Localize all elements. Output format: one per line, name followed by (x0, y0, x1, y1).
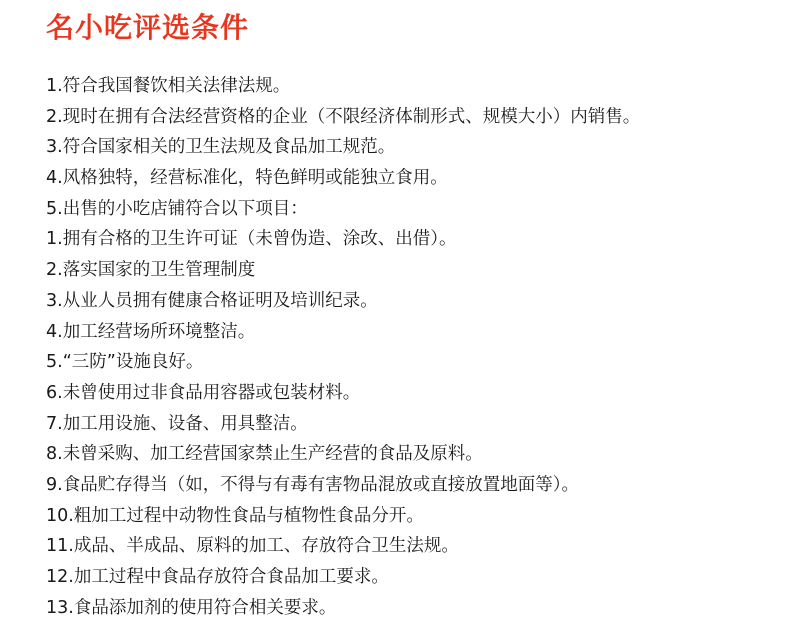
criteria-item: 10.粗加工过程中动物性食品与植物性食品分开。 (46, 505, 424, 526)
criteria-item: 3.从业人员拥有健康合格证明及培训纪录。 (46, 290, 378, 311)
criteria-item: 2.现时在拥有合法经营资格的企业（不限经济体制形式、规模大小）内销售。 (46, 106, 641, 127)
criteria-item: 1.符合我国餐饮相关法律法规。 (46, 76, 291, 96)
page-title: 名小吃评选条件 (46, 11, 250, 44)
criteria-item: 5.出售的小吃店铺符合以下项目： (46, 198, 308, 219)
criteria-item: 4.风格独特，经营标准化，特色鲜明或能独立食用。 (46, 168, 448, 189)
criteria-item: 11.成品、半成品、原料的加工、存放符合卫生法规。 (46, 536, 459, 557)
criteria-item: 7.加工用设施、设备、用具整洁。 (46, 413, 308, 434)
criteria-item: 12.加工过程中食品存放符合食品加工要求。 (46, 567, 389, 587)
criteria-list (46, 71, 786, 623)
criteria-item: 1.拥有合格的卫生许可证（未曾伪造、涂改、出借）。 (46, 229, 457, 250)
criteria-item: 3.符合国家相关的卫生法规及食品加工规范。 (46, 137, 396, 158)
criteria-item: 4.加工经营场所环境整洁。 (46, 321, 256, 342)
criteria-item: 8.未曾采购、加工经营国家禁止生产经营的食品及原料。 (46, 444, 483, 465)
criteria-item: 2.落实国家的卫生管理制度 (46, 260, 256, 281)
criteria-item: 9.食品贮存得当（如，不得与有毒有害物品混放或直接放置地面等）。 (46, 474, 579, 495)
criteria-item: 5.“三防”设施良好。 (46, 352, 204, 373)
criteria-item: 13.食品添加剂的使用符合相关要求。 (46, 597, 337, 618)
criteria-item: 6.未曾使用过非食品用容器或包装材料。 (46, 382, 361, 403)
